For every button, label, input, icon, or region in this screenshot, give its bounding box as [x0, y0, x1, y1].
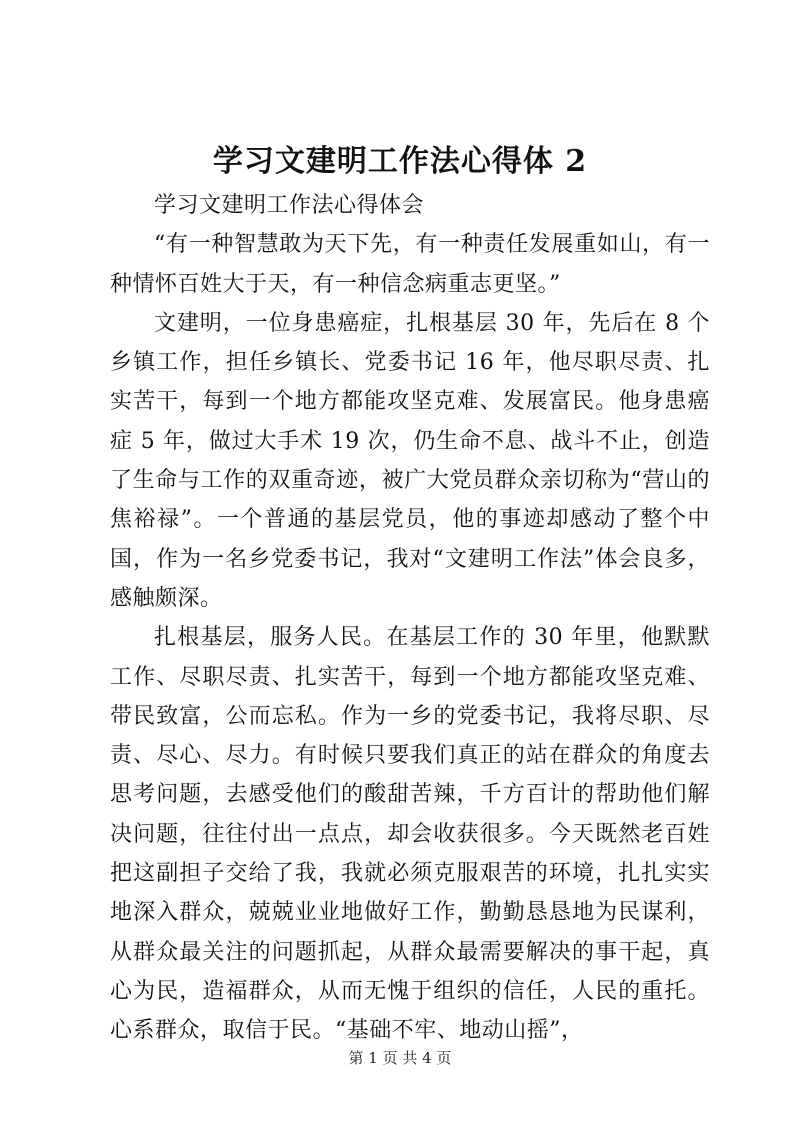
document-body	[110, 186, 710, 1051]
document-title: 学习文建明工作法心得体 2	[212, 144, 588, 179]
paragraph-grassroots: 扎根基层，服务人民。在基层工作的 30 年里，他默默工作、尽职尽责、扎实苦干，每到一个地方都能攻坚克难、带民致富，公而忘私。作为一乡的党委书记，我将尽职、尽责、尽心、尽力。有时候只要我们真正的站在群众的角度去思考问题，去感受他们的酸甜苦辣，千方百计的帮助他们解决问题，往往付出一点点，却会收获很多。今天既然老百姓把这副担子交给了我，我就必须克服艰苦的环境，扎扎实实地深入群众，兢兢业业地做好工作，勤勤恳恳地为民谋利，从群众最关注的问题抓起，从群众最需要解决的事干起，真心为民，造福群众，从而无愧于组织的信任，人民的重托。心系群众，取信于民。“基础不牢、地动山摇”，	[110, 625, 710, 1044]
paragraph-quote: “有一种智慧敢为天下先，有一种责任发展重如山，有一种情怀百姓大于天，有一种信念病重志更坚。”	[110, 232, 710, 297]
paragraph-intro: 文建明，一位身患癌症，扎根基层 30 年，先后在 8 个乡镇工作，担任乡镇长、党委书记 16 年，他尽职尽责、扎实苦干，每到一个地方都能攻坚克难、发展富民。他身患癌症 5 年，做过大手术 19 次，仍生命不息、战斗不止，创造了生命与工作的双重奇迹，被广大党员群众亲切称为“营山的焦裕禄”。一个普通的基层党员，他的事迹却感动了整个中国，作为一名乡党委书记，我对“文建明工作法”体会良多，感触颇深。	[110, 310, 710, 611]
paragraph-subtitle: 学习文建明工作法心得体会	[154, 193, 425, 218]
page-footer: 第 1 页 共 4 页	[348, 1049, 452, 1067]
